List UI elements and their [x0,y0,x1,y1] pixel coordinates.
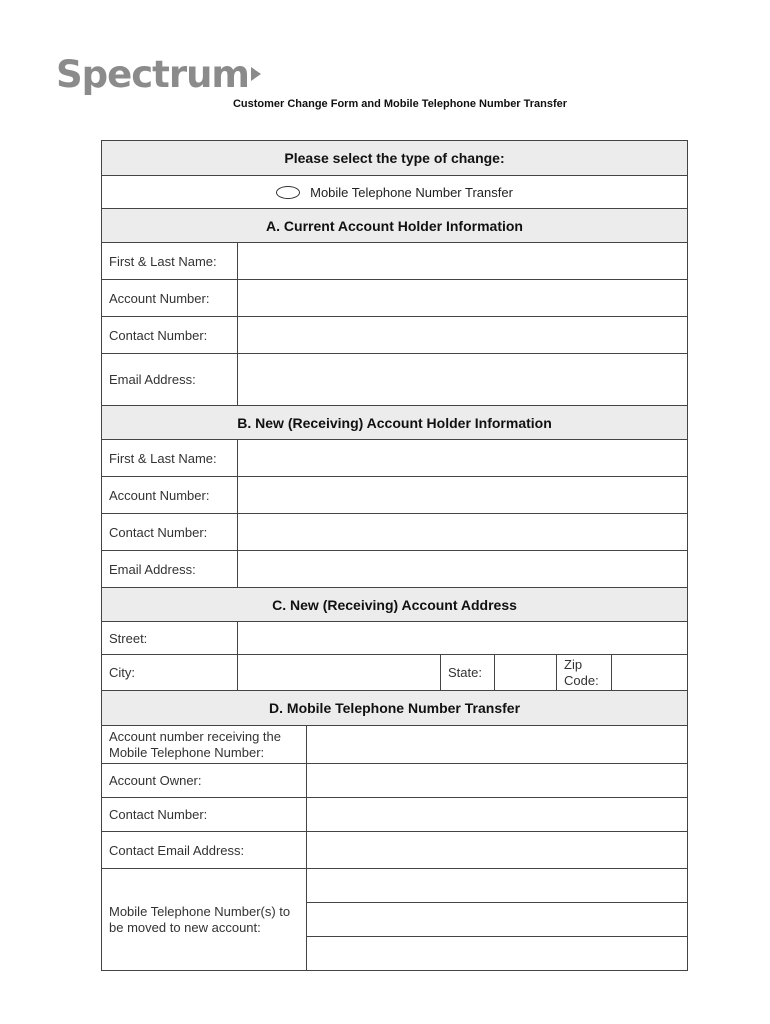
section-a-heading: A. Current Account Holder Information [102,209,688,243]
c-state-label: State: [441,655,495,691]
mobile-transfer-option-label: Mobile Telephone Number Transfer [310,184,513,200]
a-email-label: Email Address: [102,354,238,406]
mobile-transfer-radio[interactable] [276,186,300,199]
change-type-option-row[interactable] [102,176,688,209]
b-email-field[interactable] [238,551,688,588]
a-name-label: First & Last Name: [102,243,238,280]
a-account-field[interactable] [238,280,688,317]
b-name-label: First & Last Name: [102,440,238,477]
d-receiving-account-label: Account number receiving the Mobile Telephone Number: [102,726,307,764]
c-street-label: Street: [102,622,238,655]
d-number-field-3[interactable] [307,937,688,971]
a-name-field[interactable] [238,243,688,280]
change-form-table [101,140,688,971]
a-email-field[interactable] [238,354,688,406]
c-zip-label: Zip Code: [557,655,612,691]
c-city-field[interactable] [238,655,441,691]
c-zip-field[interactable] [612,655,688,691]
d-receiving-account-field[interactable] [307,726,688,764]
section-d-heading: D. Mobile Telephone Number Transfer [102,691,688,726]
a-contact-label: Contact Number: [102,317,238,354]
logo-text: Spectrum [56,53,249,96]
c-city-label: City: [102,655,238,691]
spectrum-logo [56,53,261,96]
section-b-heading: B. New (Receiving) Account Holder Information [102,406,688,440]
logo-arrow-icon [251,67,261,81]
b-email-label: Email Address: [102,551,238,588]
section-c-heading: C. New (Receiving) Account Address [102,588,688,622]
d-owner-field[interactable] [307,764,688,798]
b-account-label: Account Number: [102,477,238,514]
a-contact-field[interactable] [238,317,688,354]
c-state-field[interactable] [495,655,557,691]
b-contact-label: Contact Number: [102,514,238,551]
a-account-label: Account Number: [102,280,238,317]
d-number-field-2[interactable] [307,903,688,937]
d-contact-field[interactable] [307,798,688,832]
form-title: Customer Change Form and Mobile Telephone Number Transfer [232,98,568,110]
d-email-field[interactable] [307,832,688,869]
d-owner-label: Account Owner: [102,764,307,798]
d-numbers-label: Mobile Telephone Number(s) to be moved to new account: [102,869,307,971]
d-number-field-1[interactable] [307,869,688,903]
b-account-field[interactable] [238,477,688,514]
d-contact-label: Contact Number: [102,798,307,832]
b-name-field[interactable] [238,440,688,477]
d-email-label: Contact Email Address: [102,832,307,869]
change-type-heading: Please select the type of change: [102,141,688,176]
c-street-field[interactable] [238,622,688,655]
b-contact-field[interactable] [238,514,688,551]
